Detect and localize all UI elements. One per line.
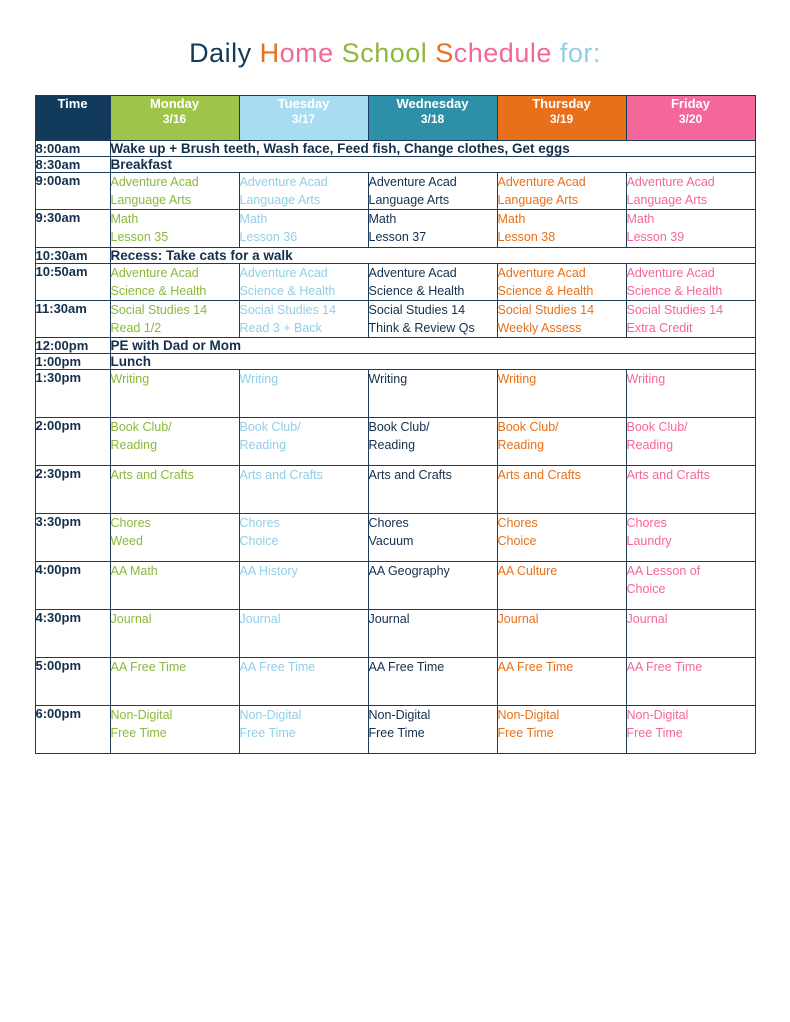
activity-cell (110, 514, 239, 562)
activity-line-1: Writing (626, 372, 666, 386)
activity-line-2: Language Arts (497, 193, 579, 208)
activity-line-1: Arts and Crafts (239, 468, 323, 482)
activity-line-1: Math (110, 212, 139, 227)
activity-cell (626, 514, 755, 562)
activity-cell (239, 562, 368, 610)
activity-line-2: Lesson 39 (626, 230, 685, 245)
time-label: 12:00pm (35, 338, 110, 354)
activity-cell (497, 210, 626, 247)
title-segment: for: (559, 38, 601, 68)
activity-full-width: Lunch (110, 354, 755, 370)
time-label: 3:30pm (35, 514, 110, 562)
header-day-name: Thursday (532, 96, 591, 111)
activity-line-1: Adventure Acad (239, 265, 328, 280)
activity-line-1: Book Club/ (626, 420, 688, 434)
activity-cell (368, 610, 497, 658)
table-row (35, 263, 755, 300)
page-title (30, 38, 760, 69)
activity-line-1: Arts and Crafts (497, 468, 581, 482)
activity-line-2 (369, 484, 497, 502)
activity-cell (110, 706, 239, 754)
activity-line-2: Free Time (110, 726, 167, 741)
activity-line-1: AA Free Time (497, 660, 574, 674)
activity-cell (626, 418, 755, 466)
time-label: 1:30pm (35, 370, 110, 418)
header-day-date: 3/20 (678, 112, 703, 127)
header-day-name: Friday (670, 96, 710, 111)
activity-line-1: Writing (368, 372, 408, 386)
activity-line-1: Non-Digital (497, 708, 560, 722)
activity-line-2 (111, 628, 239, 646)
activity-full-width: Recess: Take cats for a walk (110, 247, 755, 263)
activity-cell (626, 706, 755, 754)
time-label: 9:30am (35, 210, 110, 247)
title-segment: S (435, 38, 454, 68)
table-row (35, 466, 755, 514)
activity-line-2: Choice (497, 534, 537, 549)
time-label: 10:50am (35, 263, 110, 300)
activity-line-2: Reading (497, 438, 545, 453)
activity-line-1: Book Club/ (239, 420, 301, 434)
activity-line-2 (498, 628, 626, 646)
activity-line-2 (111, 388, 239, 406)
title-segment: ome (279, 38, 342, 68)
activity-line-2 (627, 484, 755, 502)
activity-line-2: Language Arts (626, 193, 708, 208)
activity-line-1: Adventure Acad (497, 175, 586, 189)
activity-line-1: Chores (110, 516, 151, 530)
activity-line-1: Journal (368, 612, 410, 626)
table-row (35, 210, 755, 247)
activity-line-2: Lesson 35 (110, 230, 169, 245)
activity-line-1: Journal (110, 612, 152, 626)
table-row (35, 354, 755, 370)
activity-line-1: Social Studies 14 (239, 302, 337, 317)
activity-cell (239, 210, 368, 247)
title-segment: S (341, 38, 361, 68)
title-segment: chedule (453, 38, 560, 68)
activity-line-1: Adventure Acad (110, 265, 199, 280)
activity-cell (110, 610, 239, 658)
activity-cell (110, 658, 239, 706)
activity-line-1: Arts and Crafts (368, 468, 452, 482)
activity-cell (626, 370, 755, 418)
activity-line-1: Math (626, 212, 655, 227)
activity-line-1: Math (239, 212, 268, 227)
activity-cell (368, 706, 497, 754)
activity-cell (626, 466, 755, 514)
schedule-body (35, 141, 755, 754)
activity-cell (626, 173, 755, 210)
activity-line-1: Non-Digital (239, 708, 302, 722)
activity-line-1: Journal (626, 612, 668, 626)
activity-line-1: Arts and Crafts (626, 468, 710, 482)
time-label: 4:30pm (35, 610, 110, 658)
activity-cell (239, 658, 368, 706)
header-day-friday (626, 96, 755, 141)
activity-cell (497, 370, 626, 418)
activity-cell (110, 562, 239, 610)
table-row (35, 157, 755, 173)
activity-line-2: Choice (239, 534, 279, 549)
activity-line-1: Non-Digital (110, 708, 173, 722)
header-day-date: 3/18 (420, 112, 445, 127)
time-label: 2:00pm (35, 418, 110, 466)
activity-cell (497, 466, 626, 514)
activity-cell (497, 610, 626, 658)
activity-line-2: Science & Health (239, 283, 336, 298)
activity-cell (626, 300, 755, 337)
time-label: 8:00am (35, 141, 110, 157)
time-label: 11:30am (35, 300, 110, 337)
activity-line-1: Chores (239, 516, 280, 530)
activity-line-2: Reading (626, 438, 674, 453)
activity-line-2: Language Arts (239, 193, 321, 208)
activity-cell (368, 300, 497, 337)
activity-line-2: Free Time (368, 726, 425, 741)
table-row (35, 418, 755, 466)
activity-line-2 (498, 676, 626, 694)
activity-cell (110, 370, 239, 418)
activity-line-2 (498, 580, 626, 598)
header-day-thursday (497, 96, 626, 141)
activity-line-2 (369, 580, 497, 598)
activity-line-2 (111, 676, 239, 694)
activity-cell (368, 466, 497, 514)
table-row (35, 706, 755, 754)
activity-line-2: Reading (239, 438, 287, 453)
activity-cell (239, 263, 368, 300)
title-segment: D (189, 38, 210, 68)
table-row (35, 658, 755, 706)
table-row (35, 338, 755, 354)
header-day-tuesday (239, 96, 368, 141)
activity-line-1: Journal (497, 612, 539, 626)
table-row (35, 173, 755, 210)
activity-line-1: Adventure Acad (497, 265, 586, 280)
activity-cell (368, 173, 497, 210)
activity-line-1: Chores (497, 516, 538, 530)
activity-line-2: Science & Health (497, 283, 594, 298)
activity-line-1: Arts and Crafts (110, 468, 194, 482)
activity-line-2 (240, 388, 368, 406)
time-label: 6:00pm (35, 706, 110, 754)
table-row (35, 370, 755, 418)
activity-line-2: Extra Credit (626, 320, 693, 335)
activity-line-2: Science & Health (626, 283, 723, 298)
activity-cell (368, 263, 497, 300)
table-row (35, 610, 755, 658)
activity-line-2 (369, 676, 497, 694)
activity-line-2 (240, 484, 368, 502)
activity-line-2: Free Time (239, 726, 296, 741)
activity-line-2 (627, 628, 755, 646)
header-day-name: Tuesday (277, 96, 330, 111)
activity-cell (368, 658, 497, 706)
activity-line-1: Book Club/ (497, 420, 559, 434)
activity-line-1: AA Free Time (110, 660, 187, 674)
header-day-date: 3/16 (162, 112, 187, 127)
activity-line-1: Chores (368, 516, 409, 530)
activity-line-2: Reading (368, 438, 416, 453)
activity-cell (110, 263, 239, 300)
activity-line-2: Read 1/2 (110, 320, 162, 335)
header-day-name: Monday (149, 96, 200, 111)
activity-line-2: Vacuum (368, 534, 414, 549)
activity-full-width: Wake up + Brush teeth, Wash face, Feed fish, Change clothes, Get eggs (110, 141, 755, 157)
activity-cell (239, 418, 368, 466)
activity-cell (497, 514, 626, 562)
activity-cell (110, 466, 239, 514)
table-row (35, 300, 755, 337)
activity-line-2: Science & Health (110, 283, 207, 298)
activity-cell (626, 610, 755, 658)
activity-cell (239, 514, 368, 562)
activity-cell (626, 263, 755, 300)
activity-line-2 (627, 388, 755, 406)
table-row (35, 562, 755, 610)
activity-line-2 (240, 676, 368, 694)
activity-line-1: AA Math (110, 564, 158, 578)
activity-line-2 (498, 388, 626, 406)
activity-line-2 (240, 628, 368, 646)
activity-line-2: Weekly Assess (497, 320, 582, 335)
activity-line-1: Non-Digital (368, 708, 431, 722)
time-label: 10:30am (35, 247, 110, 263)
activity-line-1: Writing (110, 372, 150, 386)
activity-cell (368, 514, 497, 562)
activity-line-1: Social Studies 14 (110, 302, 208, 317)
header-day-name: Wednesday (396, 96, 469, 111)
activity-line-1: Adventure Acad (626, 265, 715, 280)
activity-line-1: Social Studies 14 (368, 302, 466, 317)
activity-line-2: Lesson 37 (368, 230, 427, 245)
header-time: Time (35, 96, 110, 141)
activity-line-2: Think & Review Qs (368, 320, 475, 335)
activity-line-1: AA History (239, 564, 298, 578)
activity-line-2 (369, 628, 497, 646)
activity-line-2: Science & Health (368, 283, 465, 298)
activity-line-2: Choice (626, 582, 666, 597)
activity-line-1: Math (497, 212, 526, 227)
time-label: 9:00am (35, 173, 110, 210)
activity-cell (110, 173, 239, 210)
activity-line-2: Reading (110, 438, 158, 453)
activity-cell (110, 418, 239, 466)
activity-line-2 (369, 388, 497, 406)
activity-line-1: Journal (239, 612, 281, 626)
activity-cell (626, 210, 755, 247)
activity-cell (368, 370, 497, 418)
table-row (35, 247, 755, 263)
activity-line-2 (627, 676, 755, 694)
activity-line-1: Writing (497, 372, 537, 386)
activity-line-1: AA Free Time (239, 660, 316, 674)
activity-cell (368, 210, 497, 247)
activity-cell (497, 173, 626, 210)
activity-line-2: Weed (110, 534, 143, 549)
activity-cell (239, 610, 368, 658)
activity-line-1: Adventure Acad (110, 175, 199, 189)
activity-line-2: Language Arts (110, 193, 192, 208)
activity-cell (239, 370, 368, 418)
header-day-monday (110, 96, 239, 141)
time-label: 8:30am (35, 157, 110, 173)
activity-line-2 (111, 484, 239, 502)
activity-line-1: Adventure Acad (626, 175, 715, 189)
activity-cell (110, 300, 239, 337)
activity-line-1: AA Culture (497, 564, 558, 578)
activity-full-width: Breakfast (110, 157, 755, 173)
activity-line-1: Non-Digital (626, 708, 689, 722)
activity-cell (626, 658, 755, 706)
activity-line-2: Read 3 + Back (239, 320, 322, 335)
activity-line-1: Book Club/ (110, 420, 172, 434)
activity-line-2 (498, 484, 626, 502)
activity-cell (239, 466, 368, 514)
activity-line-1: Chores (626, 516, 667, 530)
activity-line-1: Social Studies 14 (497, 302, 595, 317)
activity-line-1: Social Studies 14 (626, 302, 724, 317)
header-day-date: 3/19 (549, 112, 574, 127)
time-label: 2:30pm (35, 466, 110, 514)
activity-cell (497, 562, 626, 610)
activity-cell (239, 706, 368, 754)
time-label: 1:00pm (35, 354, 110, 370)
activity-line-1: Writing (239, 372, 279, 386)
activity-line-2: Language Arts (368, 193, 450, 208)
title-segment: aily (209, 38, 260, 68)
title-segment: H (259, 38, 280, 68)
activity-full-width: PE with Dad or Mom (110, 338, 755, 354)
activity-line-2: Lesson 38 (497, 230, 556, 245)
activity-line-2 (111, 580, 239, 598)
activity-line-1: Adventure Acad (368, 265, 457, 280)
activity-cell (368, 562, 497, 610)
activity-cell (497, 418, 626, 466)
activity-line-1: Book Club/ (368, 420, 430, 434)
header-day-wednesday (368, 96, 497, 141)
table-row (35, 141, 755, 157)
activity-line-2: Lesson 36 (239, 230, 298, 245)
activity-line-1: AA Lesson of (626, 564, 701, 578)
activity-cell (497, 300, 626, 337)
activity-line-1: AA Free Time (626, 660, 703, 674)
activity-cell (497, 658, 626, 706)
table-header-row (35, 96, 755, 141)
activity-cell (368, 418, 497, 466)
activity-line-2 (240, 580, 368, 598)
activity-line-2: Laundry (626, 534, 672, 549)
activity-line-1: Adventure Acad (239, 175, 328, 189)
activity-line-2: Free Time (626, 726, 683, 741)
title-segment: chool (360, 38, 436, 68)
activity-cell (239, 300, 368, 337)
activity-cell (626, 562, 755, 610)
activity-cell (497, 263, 626, 300)
time-label: 4:00pm (35, 562, 110, 610)
activity-line-1: AA Geography (368, 564, 450, 578)
activity-line-1: AA Free Time (368, 660, 445, 674)
time-label: 5:00pm (35, 658, 110, 706)
activity-cell (239, 173, 368, 210)
activity-line-1: Adventure Acad (368, 175, 457, 189)
schedule-table (35, 95, 756, 754)
table-row (35, 514, 755, 562)
activity-cell (110, 210, 239, 247)
header-day-date: 3/17 (291, 112, 316, 127)
activity-cell (497, 706, 626, 754)
activity-line-1: Math (368, 212, 397, 227)
activity-line-2: Free Time (497, 726, 554, 741)
